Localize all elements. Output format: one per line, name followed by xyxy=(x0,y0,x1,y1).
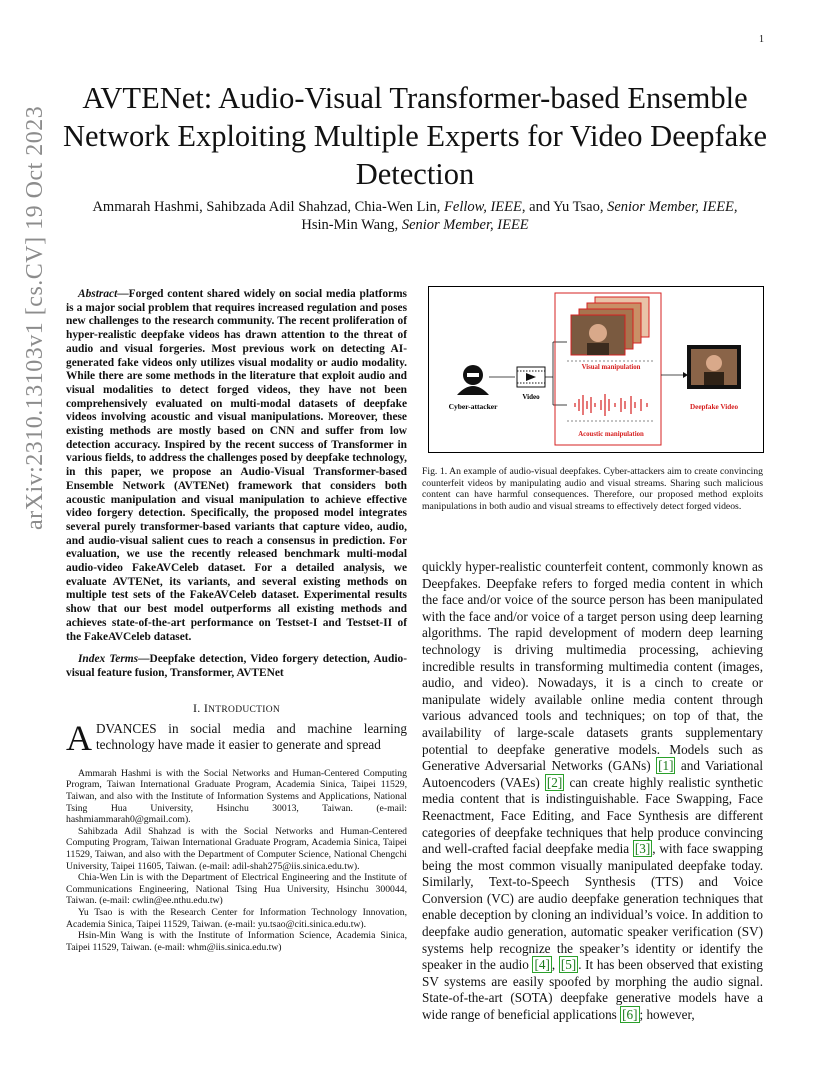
footnote-affiliation: Hsin-Min Wang is with the Institute of Information Science, Academia Sinica, Taipei 11529, Taiwan. (e-mail: whm@iis.sinica.edu.tw) xyxy=(66,930,407,953)
drop-cap: A xyxy=(66,717,92,758)
author-grade-1: Fellow, IEEE xyxy=(444,199,522,215)
attacker-label: Cyber-attacker xyxy=(448,402,498,411)
visual-frames xyxy=(571,297,649,355)
cyber-attacker-icon xyxy=(457,365,489,395)
paper-title: AVTENet: Audio-Visual Transformer-based Ensemble Network Exploiting Multiple Experts for Video Deepfake Detection xyxy=(62,81,768,191)
page-number: 1 xyxy=(759,34,764,45)
intro-paragraph xyxy=(66,717,407,758)
author-grade-3: Senior Member, IEEE xyxy=(401,217,529,233)
citation-link[interactable]: [1] xyxy=(658,758,674,774)
visual-manipulation-label: Visual manipulation xyxy=(581,364,641,371)
index-terms-text: —Deepfake detection, Video forgery detection, Audio-visual feature fusion, Transformer, AVTENet xyxy=(66,653,407,679)
deepfake-video-icon xyxy=(687,345,741,389)
body-text-2: and Variational Autoencoders (VAEs) xyxy=(422,758,763,790)
author-grade-2: Senior Member, IEEE, xyxy=(607,199,738,215)
body-text-5: , xyxy=(551,957,559,973)
section-heading-introduction xyxy=(66,701,407,716)
arxiv-stamp: arXiv:2310.13103v1 [cs.CV] 19 Oct 2023 xyxy=(22,105,48,530)
body-text-6: . It has been observed that existing SV systems are easily spoofed by morphing the audio signal. State-of-the-art (SOTA) deepfake generative models have a wide range of beneficial applications xyxy=(422,957,763,1023)
footnote-affiliation: Ammarah Hashmi is with the Social Networks and Human-Centered Computing Program, Taiwan International Graduate Program, Academia Sinica, Taipei 11529, Taiwan, and also with the Institute of Information Systems and Applications, National Tsing Hua University, Hsinchu 30013, Taiwan. (e-mail: hashmiammarah0@gmail.com). xyxy=(66,767,407,826)
audio-waveform-icon xyxy=(575,394,647,416)
figure-caption: Fig. 1. An example of audio-visual deepfakes. Cyber-attackers aim to create convincing counterfeit videos by manipulating audio and visual streams. Sharing such malicious content can have harmful consequences. Therefore, our proposed method exploits manipulations in both audio and visual streams to effectively detect forged videos. xyxy=(422,466,763,513)
footnote-affiliation: Sahibzada Adil Shahzad is with the Social Networks and Human-Centered Computing Program, Taiwan International Graduate Program, Academia Sinica, Taipei 11529, Taiwan, and also with the Department of Computer Science, National Chengchi University, Taipei 11605, Taiwan. (e-mail: adil-shah275@iis.sinica.edu.tw). xyxy=(66,825,407,872)
deepfake-video-label: Deepfake Video xyxy=(689,403,739,411)
video-label: Video xyxy=(522,393,540,401)
abstract-text: —Forged content shared widely on social media platforms is a major social problem that requires increased regulation and poses new challenges to the research community. The recent proliferation of hyper-realistic deepfake videos has drawn attention to the threat of audio and visual forgeries. Most previous work on detecting AI-generated fake videos only utilizes visual modality or audio modality. While there are some methods in the literature that exploit audio and visual modalities to detect forged videos, they have not been comprehensively evaluated on multi-modal datasets of deepfake videos involving acoustic and visual manipulations. Moreover, these existing methods are mostly based on CNN and suffer from low detection accuracy. Inspired by the recent success of Transformer in various fields, to address the challenges posed by deepfake technology, in this paper, we propose an Audio-Visual Transformer-based Ensemble Network (AVTENet) framework that considers both acoustic manipulation and visual manipulation to achieve effective video forgery detection. Specifically, the proposed model integrates several purely transformer-based variants that capture video, audio, and audio-visual salient cues to reach a consensus in prediction. For evaluation, we use the recently released benchmark multi-modal audio-video FakeAVCeleb dataset. For a detailed analysis, we evaluate AVTENet, its variants, and several existing methods on multiple test sets of the FakeAVCeleb dataset. Experimental results show that our best model outperforms all existing methods and achieves state-of-the-art performance on Testset-I and Testset-II of the FakeAVCeleb dataset. xyxy=(66,288,407,643)
citation-link[interactable]: [4] xyxy=(534,957,550,973)
citation-link[interactable]: [6] xyxy=(622,1007,638,1023)
author-names-2: , and Yu Tsao, xyxy=(521,199,608,215)
figure-1 xyxy=(428,286,764,453)
citation-link[interactable]: [2] xyxy=(546,774,563,790)
index-terms-label: Index Terms xyxy=(78,653,139,666)
abstract xyxy=(66,288,407,644)
author-list xyxy=(60,198,770,234)
left-column xyxy=(66,288,407,953)
video-icon xyxy=(517,367,545,387)
index-terms xyxy=(66,653,407,680)
body-paragraph xyxy=(422,559,763,1024)
footnote-affiliation: Yu Tsao is with the Research Center for Information Technology Innovation, Academia Sinica, Taipei 11529, Taiwan. (e-mail: yu.tsao@citi.sinica.edu.tw). xyxy=(66,907,407,930)
body-text-3: can create highly realistic synthetic media content that is indistinguishable. Face Swapping, Face Reenactment, Face Editing, and Face Synthesis are different categories of deepfake techniques that help produce convincing and well-crafted facial deepfake media xyxy=(422,774,763,857)
body-text-4: , with face swapping being the most common visually manipulated deepfake today. Similarly, Text-to-Speech Synthesis (TTS) and Voice Conversion (VC) are audio deepfake generation techniques that enable deception by cloning an individual’s voice. In addition to deepfake audio generation, automatic speaker verification (SV) systems help recognize the speaker’s identity or identify the speaker in the audio xyxy=(422,841,763,973)
body-text-7: ; however, xyxy=(639,1007,695,1023)
abstract-label: Abstract xyxy=(78,288,118,300)
footnote-affiliation: Chia-Wen Lin is with the Department of Electrical Engineering and the Institute of Communications Engineering, National Tsing Hua University, Hsinchu 300044, Taiwan. (e-mail: cwlin@ee.nthu.edu.tw) xyxy=(66,872,407,907)
acoustic-manipulation-label: Acoustic manipulation xyxy=(578,431,644,438)
body-text-1: quickly hyper-realistic counterfeit content, commonly known as Deepfakes. Deepfake refers to forged media content in which the face and/or voice of the source person has been manipulated with the face and/or voice of a target person using deep learning algorithms. The rapid development of modern deep learning technology is driving multimedia processing, achieving incredible results in transforming multimedia content (images, audio, and video). Nowadays, it is a cinch to create or manipulate widely available online media content through various advanced tools and techniques; on top of that, the availability of large-scale datasets grants supplementary potential to deepfake generative models. Models such as Generative Adversarial Networks (GANs) xyxy=(422,559,763,774)
author-names-3: Hsin-Min Wang, xyxy=(301,217,402,233)
citation-link[interactable]: [5] xyxy=(560,957,577,973)
section-numeral: I. xyxy=(192,700,204,715)
section-title-rest: NTRODUCTION xyxy=(208,704,281,715)
citation-link[interactable]: [3] xyxy=(634,841,651,857)
author-names-1: Ammarah Hashmi, Sahibzada Adil Shahzad, Chia-Wen Lin, xyxy=(92,199,445,215)
deepfake-pipeline-diagram xyxy=(429,287,763,452)
intro-text: DVANCES in social media and machine learning technology have made it easier to generate and spread xyxy=(96,720,407,753)
section-title-initial: I xyxy=(203,700,209,715)
